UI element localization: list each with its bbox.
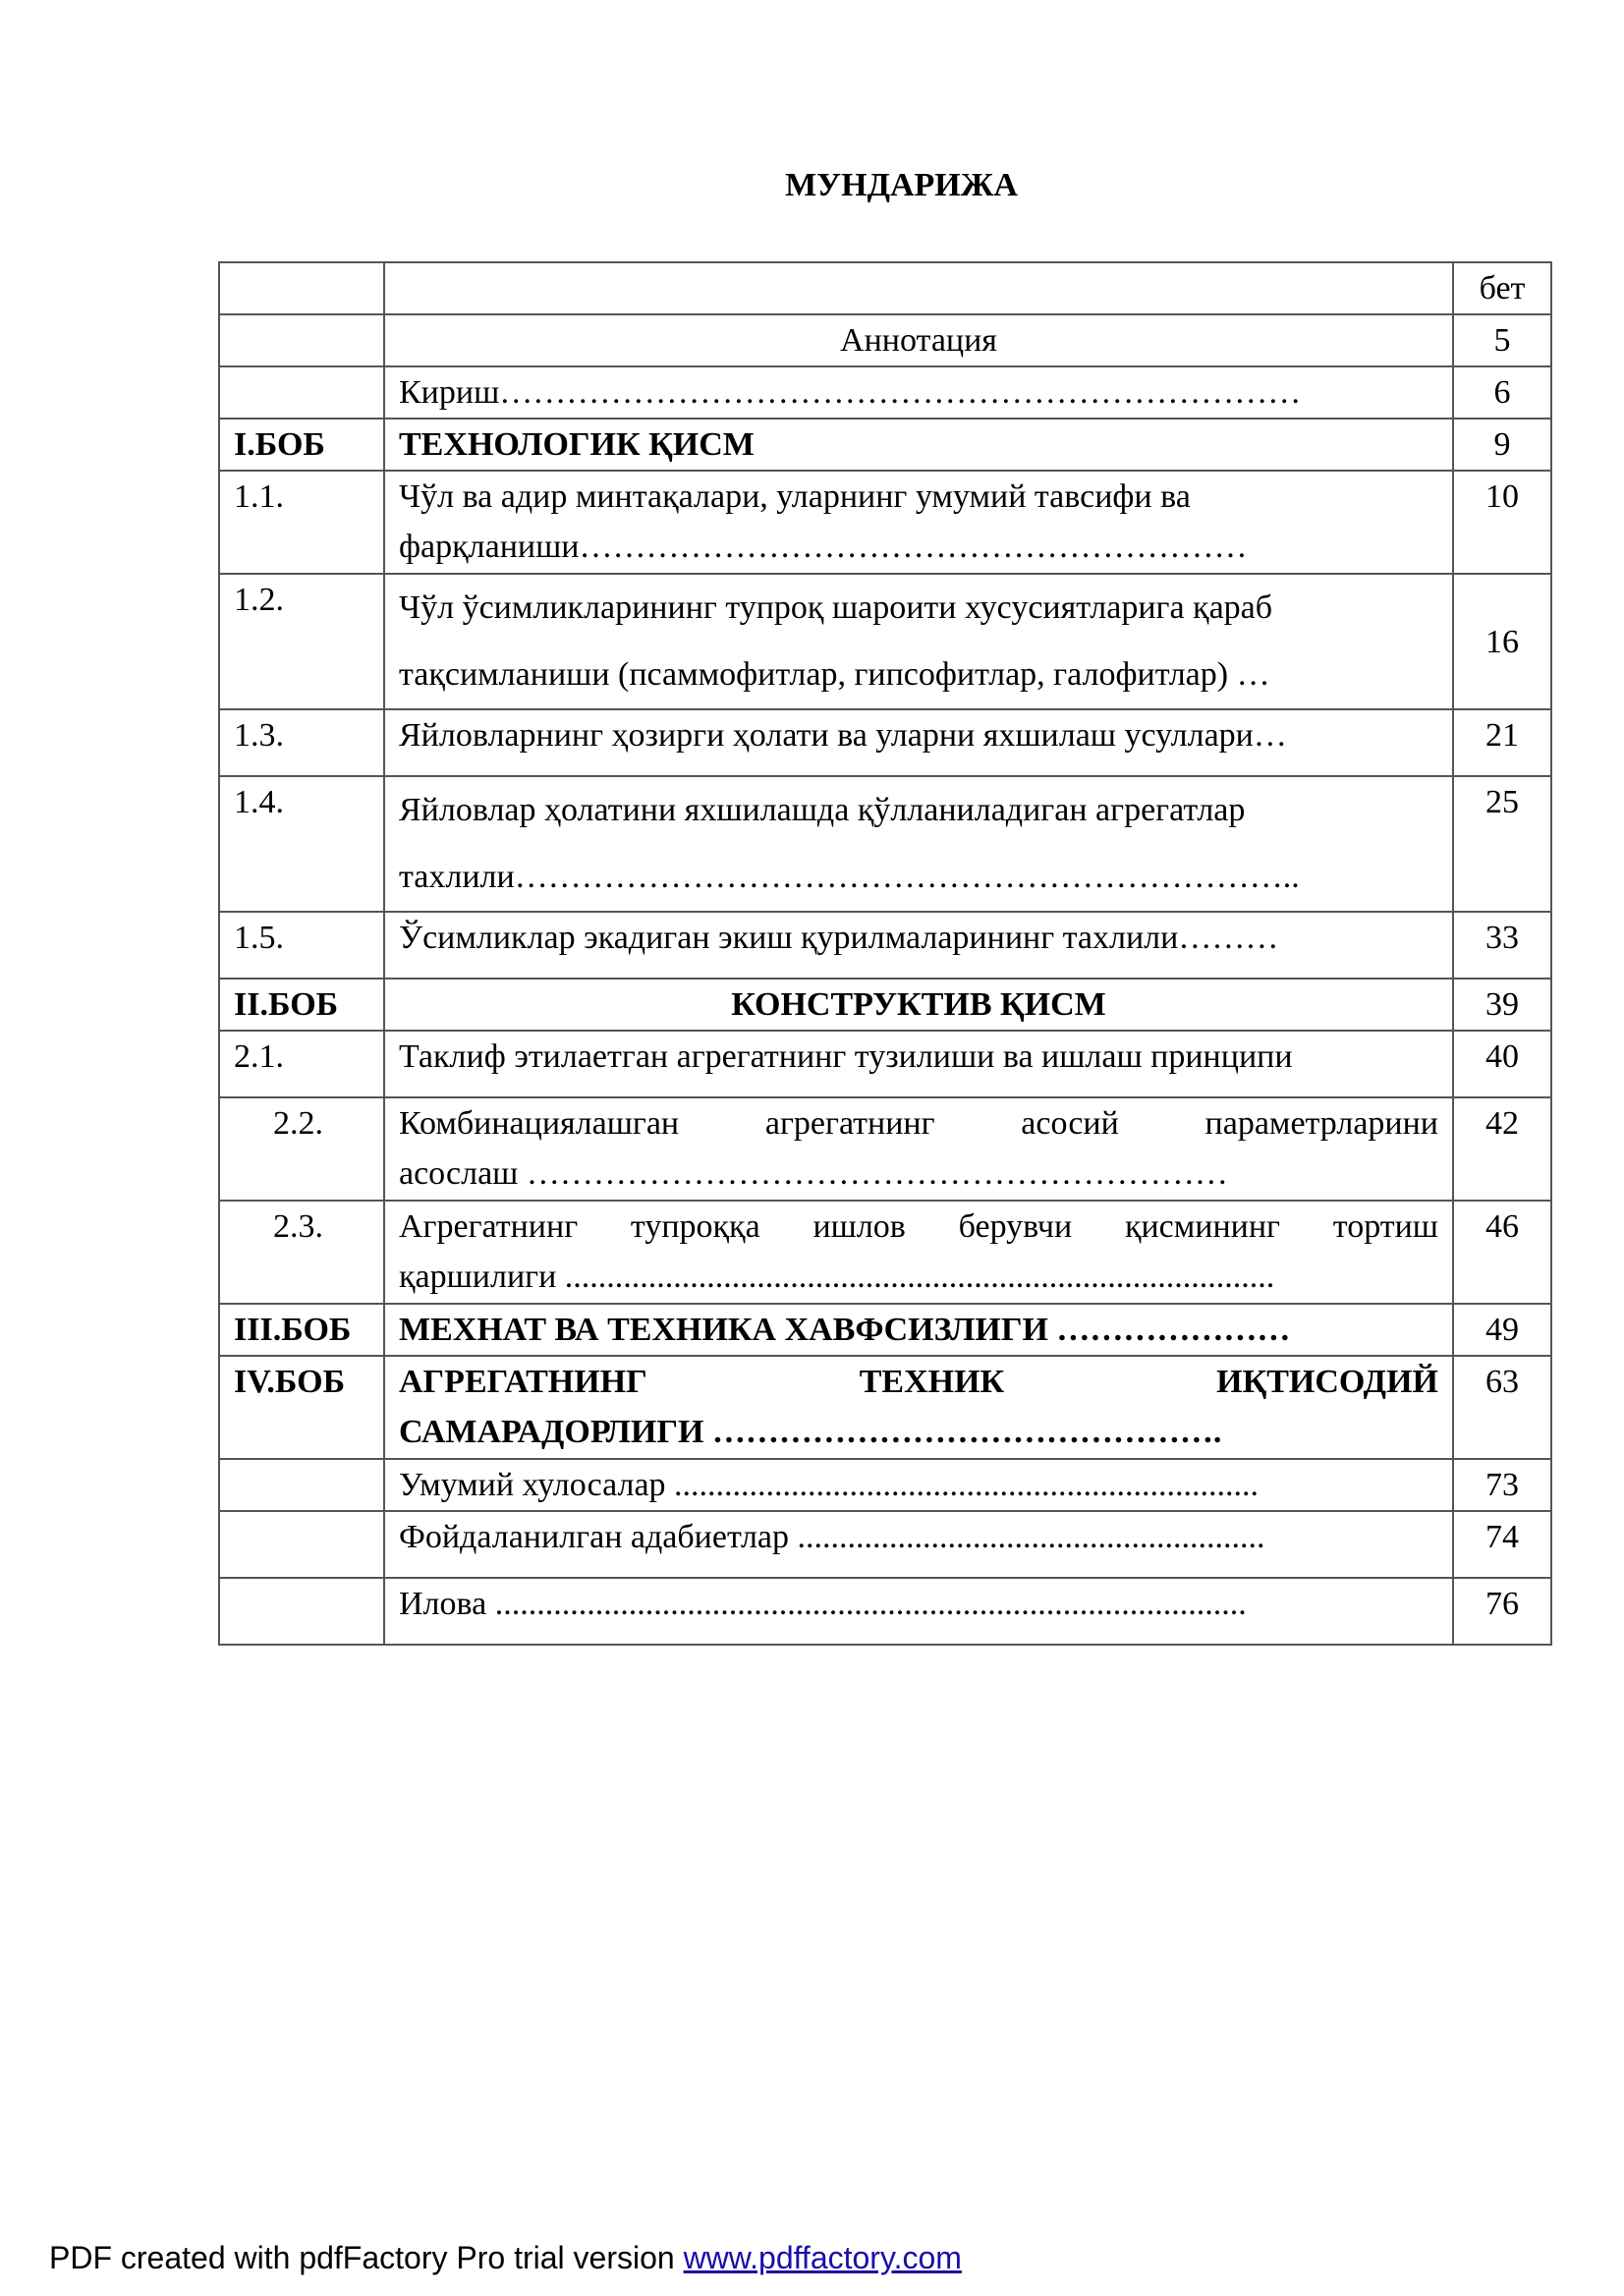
- toc-row-title: [384, 574, 1453, 709]
- toc-word: тортиш: [1332, 1208, 1438, 1245]
- toc-word: ТЕХНИК: [859, 1364, 1005, 1400]
- toc-chapter-row: [219, 1304, 1551, 1356]
- toc-row-num: 1.2.: [219, 574, 384, 709]
- toc-row-page: 46: [1453, 1201, 1551, 1304]
- toc-row-num: 2.3.: [219, 1201, 384, 1304]
- toc-word: тупроққа: [630, 1208, 760, 1245]
- toc-row: [219, 471, 1551, 574]
- toc-row-title: Аннотация: [384, 314, 1453, 366]
- toc-word: берувчи: [958, 1208, 1073, 1245]
- toc-row-num: IV.БОБ: [219, 1356, 384, 1459]
- toc-row-title: [384, 776, 1453, 912]
- toc-row-num: III.БОБ: [219, 1304, 384, 1356]
- footer-text: PDF created with pdfFactory Pro trial version: [49, 2240, 684, 2275]
- toc-row-page: 5: [1453, 314, 1551, 366]
- toc-row-num: [219, 1459, 384, 1511]
- toc-word: асосий: [1021, 1105, 1119, 1142]
- toc-word: ишлов: [812, 1208, 906, 1245]
- toc-chapter-row: [219, 419, 1551, 471]
- toc-word: Агрегатнинг: [399, 1208, 579, 1245]
- toc-row: [219, 776, 1551, 912]
- toc-row-num: II.БОБ: [219, 979, 384, 1031]
- toc-row-page: 25: [1453, 776, 1551, 912]
- toc-row-title: Кириш………………………………………………………………: [384, 366, 1453, 419]
- toc-row-title: Таклиф этилаетган агрегатнинг тузилиши ва ишлаш принципи: [384, 1031, 1453, 1097]
- toc-row-num: [219, 314, 384, 366]
- toc-row-page: 63: [1453, 1356, 1551, 1459]
- toc-row-title: Фойдаланилган адабиетлар ........................................................: [384, 1511, 1453, 1578]
- toc-header-page: бет: [1453, 262, 1551, 314]
- toc-row-title-line: Чўл ўсимликларининг тупроқ шароити хусусиятларига қараб: [399, 589, 1273, 626]
- toc-row-page: 49: [1453, 1304, 1551, 1356]
- toc-row-num: [219, 1511, 384, 1578]
- toc-header-row: [219, 262, 1551, 314]
- toc-row: [219, 1511, 1551, 1578]
- toc-row-title-line: [399, 1357, 1438, 1407]
- footer-link[interactable]: www.pdffactory.com: [683, 2240, 962, 2275]
- toc-row: [219, 1097, 1551, 1201]
- toc-row-page: 6: [1453, 366, 1551, 419]
- toc-word: Комбинациялашган: [399, 1105, 680, 1142]
- toc-row-title: Илова ..........................................................................................: [384, 1578, 1453, 1645]
- toc-row-title-line: тахлили……………………………………………………………..: [399, 859, 1300, 895]
- toc-row-title-line: тақсимланиши (псаммофитлар, гипсофитлар, галофитлар) …: [399, 656, 1270, 693]
- toc-row-num: I.БОБ: [219, 419, 384, 471]
- toc-row-page: 39: [1453, 979, 1551, 1031]
- toc-row-page: 10: [1453, 471, 1551, 574]
- toc-row: [219, 366, 1551, 419]
- toc-row-page: 73: [1453, 1459, 1551, 1511]
- toc-row-title-line: Чўл ва адир минтақалари, уларнинг умумий тавсифи ва: [399, 478, 1191, 515]
- toc-row-num: [219, 366, 384, 419]
- toc-word: параметрларини: [1204, 1105, 1438, 1142]
- toc-row-title: Яйловларнинг ҳозирги ҳолати ва уларни яхшилаш усуллари…: [384, 709, 1453, 776]
- toc-word: ИҚТИСОДИЙ: [1216, 1364, 1438, 1400]
- toc-row-title: КОНСТРУКТИВ ҚИСМ: [384, 979, 1453, 1031]
- toc-word: қисмининг: [1124, 1208, 1280, 1245]
- toc-row-page: 76: [1453, 1578, 1551, 1645]
- toc-row: [219, 314, 1551, 366]
- toc-row-title: Ўсимликлар экадиган экиш қурилмаларининг тахлили………: [384, 912, 1453, 979]
- toc-row-page: 40: [1453, 1031, 1551, 1097]
- toc-row-num: 1.1.: [219, 471, 384, 574]
- toc-row-num: 2.2.: [219, 1097, 384, 1201]
- page-title: МУНДАРИЖА: [785, 167, 1018, 203]
- toc-row: [219, 1459, 1551, 1511]
- toc-row-num: 1.3.: [219, 709, 384, 776]
- toc-row: [219, 1201, 1551, 1304]
- toc-row-num: 2.1.: [219, 1031, 384, 1097]
- toc-word: АГРЕГАТНИНГ: [399, 1364, 647, 1400]
- toc-row-title: [384, 471, 1453, 574]
- toc-header-title: [384, 262, 1453, 314]
- toc-row-num: 1.4.: [219, 776, 384, 912]
- toc-row-title: ТЕХНОЛОГИК ҚИСМ: [384, 419, 1453, 471]
- toc-row-title-line: фарқланиши……………………………………………………: [399, 529, 1248, 565]
- toc-row-page: 21: [1453, 709, 1551, 776]
- toc-row-title-line: асослаш ………………………………………………………: [399, 1155, 1228, 1192]
- toc-row-num: 1.5.: [219, 912, 384, 979]
- pdf-footer: [49, 2240, 962, 2276]
- toc-row-title: [384, 1201, 1453, 1304]
- toc-chapter-row: [219, 979, 1551, 1031]
- toc-row: [219, 574, 1551, 709]
- toc-row: [219, 709, 1551, 776]
- toc-header-num: [219, 262, 384, 314]
- toc-row-title: Умумий хулосалар ......................................................................: [384, 1459, 1453, 1511]
- toc-row-title-line: САМАРАДОРЛИГИ ……………………………………….: [399, 1414, 1222, 1450]
- toc-row: [219, 912, 1551, 979]
- toc-row-page: 74: [1453, 1511, 1551, 1578]
- toc-row-num: [219, 1578, 384, 1645]
- toc-row-title-line: Яйловлар ҳолатини яхшилашда қўлланиладиган агрегатлар: [399, 792, 1246, 828]
- toc-row-title: [384, 1356, 1453, 1459]
- toc-row-title: [384, 1097, 1453, 1201]
- toc-row-page: 33: [1453, 912, 1551, 979]
- toc-row-page: 9: [1453, 419, 1551, 471]
- toc-row-title-line: [399, 1098, 1438, 1148]
- toc-row: [219, 1578, 1551, 1645]
- toc-chapter-row: [219, 1356, 1551, 1459]
- toc-row-title-line: қаршилиги .....................................................................................: [399, 1259, 1275, 1295]
- table-of-contents: [218, 261, 1552, 1646]
- toc-row-page: 16: [1453, 574, 1551, 709]
- toc-row-title-line: [399, 1202, 1438, 1252]
- toc-row-title: МЕХНАТ ВА ТЕХНИКА ХАВФСИЗЛИГИ …………………: [384, 1304, 1453, 1356]
- toc-word: агрегатнинг: [764, 1105, 935, 1142]
- toc-row-page: 42: [1453, 1097, 1551, 1201]
- toc-row: [219, 1031, 1551, 1097]
